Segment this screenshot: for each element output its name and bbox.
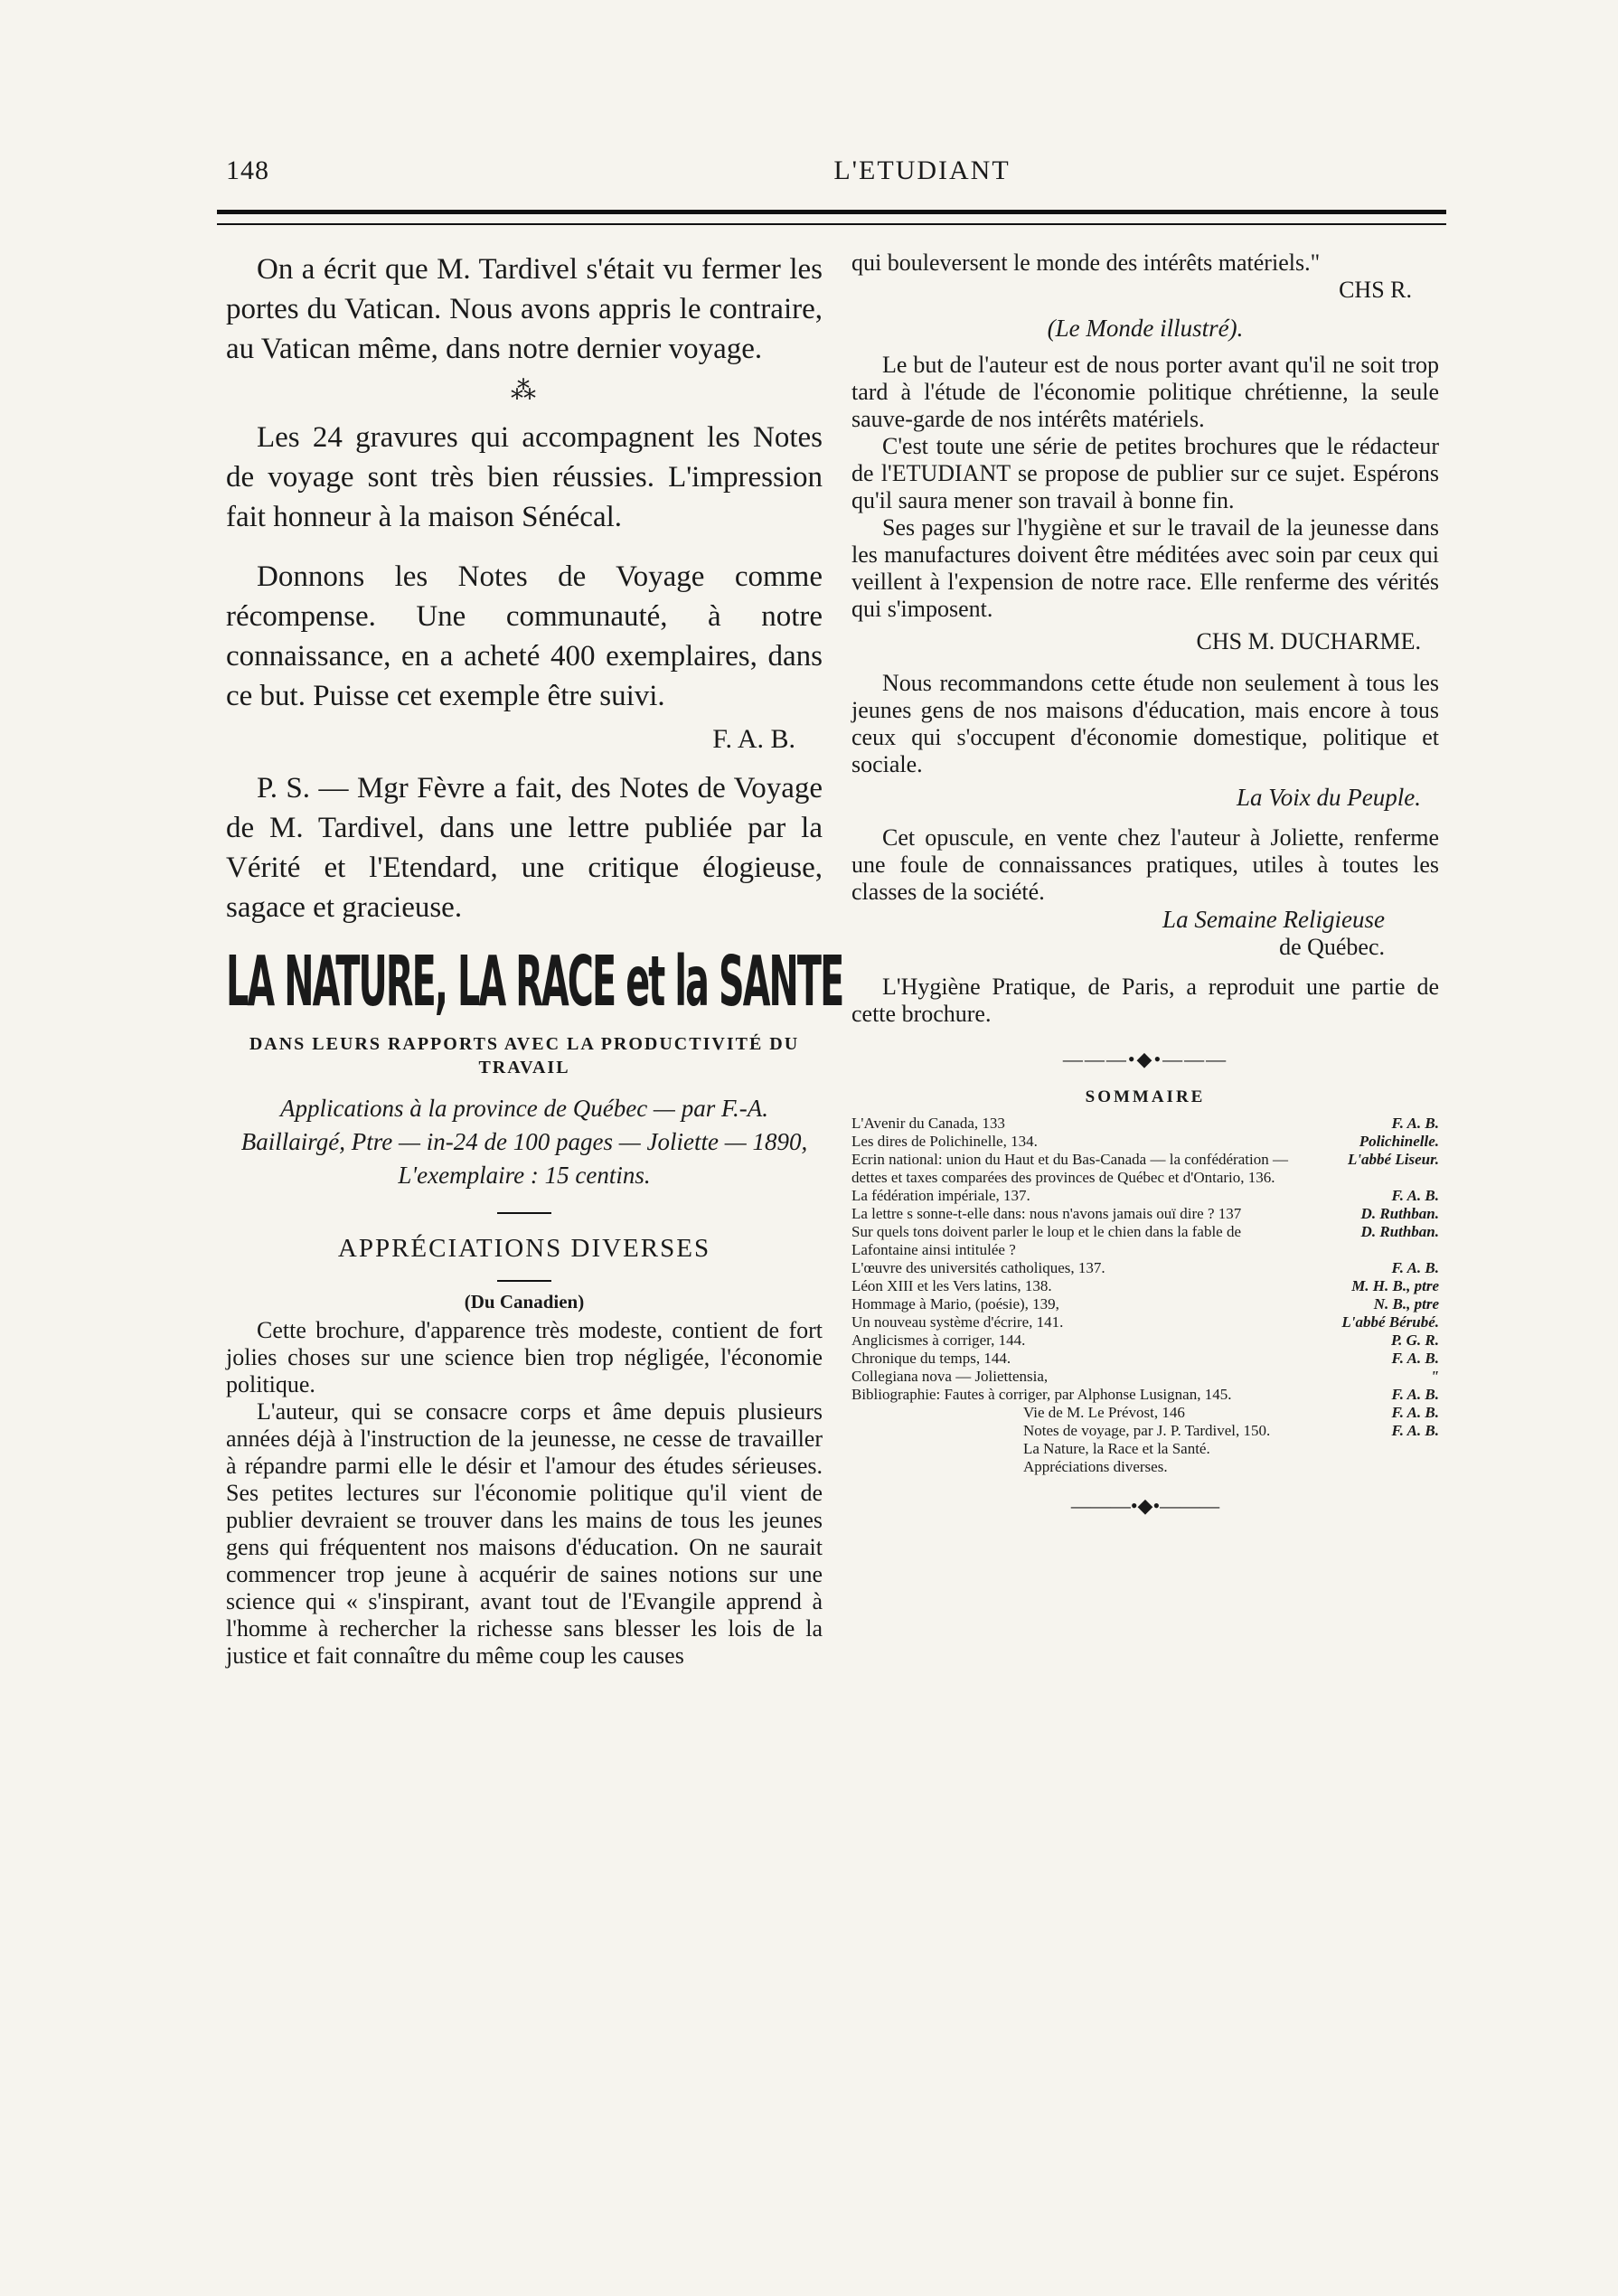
toc-entry-title: Vie de M. Le Prévost, 146 [1023,1404,1185,1421]
right-column [851,249,1439,1518]
ornament-divider-end: ———•◆•——— [1070,1494,1220,1517]
ornament-divider: ———•◆•——— [1062,1048,1228,1070]
signature-fab: F. A. B. [712,724,795,754]
toc-entry-title: La lettre s sonne-t-elle dans: nous n'avons jamais ouï dire ? 137 [851,1205,1242,1222]
toc-row [851,1187,1439,1205]
source-monde-illustre: (Le Monde illustré). [1047,315,1244,342]
right-para-2: C'est toute une série de petites brochures que le rédacteur de l'ETUDIANT se propose de publier sur ce sujet. Espérons qu'il saura mener son travail à bonne fin. [851,433,1439,513]
toc-row [851,1386,1439,1404]
right-para-1: Le but de l'auteur est de nous porter avant qu'il ne soit trop tard à l'étude de l'économie politique chrétienne, la seule sauve-garde de nos intérêts matériels. [851,352,1439,432]
toc-entry-title: Les dires de Polichinelle, 134. [851,1133,1038,1150]
book-title: LA NATURE, LA RACE et la SANTE [226,942,843,1023]
asterism: ⁂ [511,377,538,405]
toc-entry-title: Léon XIII et les Vers latins, 138. [851,1277,1052,1294]
left-review-text [226,1317,823,1670]
source-canadien: (Du Canadien) [464,1291,585,1313]
section-rule [497,1212,551,1214]
table-of-contents [851,1115,1439,1476]
toc-entry-author: L'abbé Bérubé. [1341,1313,1439,1331]
left-text-block [226,249,823,927]
toc-entry-author: L'abbé Liseur. [1347,1151,1439,1168]
toc-entry-author: F. A. B. [1391,1115,1439,1132]
right-text-block [851,352,1439,623]
toc-row [851,1259,1439,1277]
toc-entry-title: Bibliographie: Fautes à corriger, par Alphonse Lusignan, 145. [851,1386,1232,1403]
left-para-2: Les 24 gravures qui accompagnent les Notes de voyage sont très bien réussies. L'impression fait honneur à la maison Sénécal. [226,421,823,533]
left-para-ps: P. S. — Mgr Fèvre a fait, des Notes de Voyage de M. Tardivel, dans une lettre publiée par la Vérité et l'Etendard, une critique élogieuse, sagace et gracieuse. [226,772,823,924]
toc-row [851,1205,1439,1223]
toc-entry-author: M. H. B., ptre [1351,1277,1439,1294]
header-rule [217,210,1446,225]
signature-voix-du-peuple: La Voix du Peuple. [1237,784,1421,811]
toc-entry-author: Polichinelle. [1359,1133,1439,1150]
left-para-5: Cette brochure, d'apparence très modeste, contient de fort jolies choses sur une science bien trop négligée, l'économie politique. [226,1317,823,1397]
toc-row [851,1223,1439,1259]
right-text-block-2 [851,670,1439,778]
toc-entry-title: L'œuvre des universités catholiques, 137. [851,1259,1105,1276]
toc-row [851,1350,1439,1368]
book-imprint: Applications à la province de Québec — par F.-A. Baillairgé, Ptre — in-24 de 100 pages — Joliette — 1890, L'exemplaire : 15 centins. [240,1095,808,1189]
toc-entry-title: Anglicismes à corriger, 144. [851,1331,1026,1349]
section-title: APPRÉCIATIONS DIVERSES [337,1234,711,1263]
toc-entry-title: Ecrin national: union du Haut et du Bas-Canada — la confédération — dettes et taxes comparées des provinces de Québec et d'Ontario, 136. [851,1151,1288,1186]
toc-entry-title: Chronique du temps, 144. [851,1350,1011,1367]
toc-entry-author: F. A. B. [1391,1404,1439,1421]
right-para-4: Nous recommandons cette étude non seulement à tous les jeunes gens de nos maisons d'éducation, mais encore à tous ceux qui s'occupent d'économie domestique, politique et sociale. [851,670,1439,777]
toc-entry-author: F. A. B. [1391,1350,1439,1367]
right-cont: qui bouleversent le monde des intérêts matériels." [851,249,1321,276]
toc-row [851,1151,1439,1187]
left-column [226,249,843,1670]
right-text-block-3 [851,824,1439,906]
toc-row [851,1368,1439,1386]
toc-row [851,1440,1439,1476]
right-text-block-4 [851,974,1439,1028]
left-para-3: Donnons les Notes de Voyage comme récompense. Une communauté, à notre connaissance, en a acheté 400 exemplaires, dans ce but. Puisse cet exemple être suivi. [226,560,823,712]
toc-entry-author: F. A. B. [1391,1187,1439,1204]
toc-row [851,1313,1439,1331]
toc-entry-author: F. A. B. [1391,1422,1439,1439]
signature-de-quebec: de Québec. [1279,934,1385,960]
left-para-6: L'auteur, qui se consacre corps et âme depuis plusieurs années déjà à l'instruction de la jeunesse, ne cesse de travailler à répandre parmi elle le désir et l'amour des études sérieuses. Ses petites lectures sur l'économie politique qu'il vient de publier devraient se trouver dans les mains de tous les jeunes gens qui fréquentent nos maisons d'éducation. On ne saurait commencer trop jeune à acquérir de saines notions sur une science qui « s'inspirant, avant tout de l'Evangile apprend à l'homme à rechercher la richesse sans blesser les lois de la justice et fait connaître du même coup les causes [226,1398,823,1669]
signature-chs-r: CHS R. [1339,277,1412,303]
toc-entry-author: F. A. B. [1391,1259,1439,1276]
toc-entry-title: Un nouveau système d'écrire, 141. [851,1313,1064,1331]
section-rule-2 [497,1280,551,1282]
left-para-1: On a écrit que M. Tardivel s'était vu fermer les portes du Vatican. Nous avons appris le contraire, au Vatican même, dans notre dernier voyage. [226,253,823,365]
toc-entry-title: La Nature, la Race et la Santé. Appréciations diverses. [1023,1440,1210,1475]
sommaire-title: SOMMAIRE [1085,1087,1206,1106]
signature-semaine-religieuse: La Semaine Religieuse [1162,906,1385,933]
toc-entry-title: Notes de voyage, par J. P. Tardivel, 150. [1023,1422,1271,1439]
toc-row [851,1133,1439,1151]
toc-entry-author: N. B., ptre [1373,1295,1439,1313]
toc-entry-title: Collegiana nova — Joliettensia, [851,1368,1049,1385]
toc-entry-author: D. Ruthban. [1360,1205,1439,1222]
signature-ducharme: CHS M. DUCHARME. [1196,628,1421,654]
toc-entry-title: L'Avenir du Canada, 133 [851,1115,1005,1132]
toc-row [851,1331,1439,1350]
toc-entry-author [1303,1440,1439,1476]
toc-row [851,1404,1439,1422]
right-para-3: Ses pages sur l'hygiène et sur le travail de la jeunesse dans les manufactures doivent être méditées avec soin par ceux qui veillent à l'expension de notre race. Elle renferme des vérités qui s'imposent. [851,514,1439,622]
right-para-5: Cet opuscule, en vente chez l'auteur à Joliette, renferme une foule de connaissances pratiques, utiles à toutes les classes de la société. [851,824,1439,905]
toc-entry-title: La fédération impériale, 137. [851,1187,1030,1204]
page-number: 148 [226,155,269,185]
toc-entry-title: Hommage à Mario, (poésie), 139, [851,1295,1059,1313]
toc-entry-author: F. A. B. [1391,1386,1439,1403]
book-subtitle: DANS LEURS RAPPORTS AVEC LA PRODUCTIVITÉ DU TRAVAIL [249,1034,800,1077]
toc-entry-author: " [1430,1368,1439,1385]
toc-row [851,1277,1439,1295]
toc-row [851,1295,1439,1313]
toc-entry-author: D. Ruthban. [1360,1223,1439,1240]
toc-entry-title: Sur quels tons doivent parler le loup et le chien dans la fable de Lafontaine ainsi intitulée ? [851,1223,1242,1258]
page-header [217,152,1446,197]
toc-row [851,1422,1439,1440]
toc-row [851,1115,1439,1133]
journal-title: L'ETUDIANT [833,155,1011,185]
toc-entry-author: P. G. R. [1390,1331,1439,1349]
right-para-6: L'Hygiène Pratique, de Paris, a reproduit une partie de cette brochure. [851,974,1439,1027]
